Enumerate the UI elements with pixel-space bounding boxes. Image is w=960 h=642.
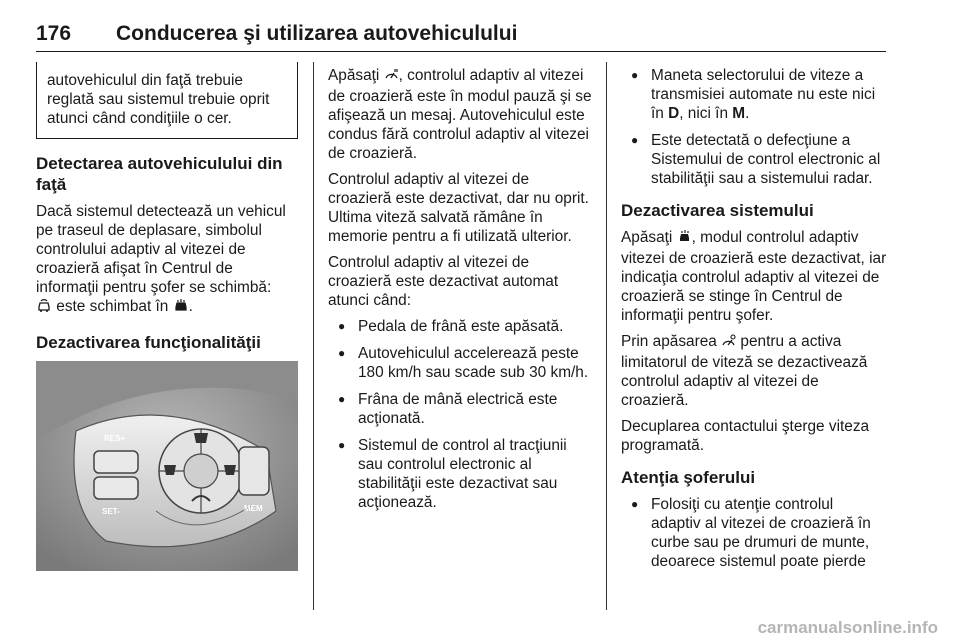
section-heading-detection: Detectarea autovehiculului din faţă bbox=[36, 154, 283, 194]
figure-label-set: SET- bbox=[102, 507, 120, 516]
detection-symbol-end: . bbox=[188, 298, 193, 315]
page-header bbox=[36, 16, 886, 52]
acc-car-detected-icon bbox=[173, 298, 189, 318]
page-number: 176 bbox=[36, 22, 72, 45]
page-title: Conducerea şi utilizarea autovehiculului bbox=[116, 22, 518, 45]
detection-text: Dacă sistemul detectează un vehicul pe traseul de deplasare, simbolul controlului adaptiv al vitezei de croazieră afişat în Centrul de informaţii pentru şofer se schimbă: bbox=[36, 203, 286, 296]
pause-text-post: , controlul adaptiv al vitezei de croazieră este în modul pauză şi se afişează un mesaj. Autovehiculul este condus fără controlul adaptiv al vitezei de croazieră. bbox=[328, 67, 592, 162]
system-off-paragraph: Apăsaţi , modul controlul adaptiv vitezei de croazieră este dezactivat, iar indicaţia controlul adaptiv al vitezei de croazieră se stinge în Centrul de informaţii pentru şofer. bbox=[621, 229, 887, 324]
list-item: ● Maneta selectorului de viteze a transmisiei automate nu este nici în D, nici în M. bbox=[621, 66, 887, 123]
limiter-paragraph: Prin apăsarea pentru a activa limitatorul de viteză se dezactivează controlul adaptiv al vitezei de croazieră. bbox=[621, 333, 868, 409]
auto-deactivation-list bbox=[328, 317, 592, 512]
figure-label-res: RES+ bbox=[104, 434, 126, 443]
deactivated-paragraph: Controlul adaptiv al vitezei de croazieră este dezactivat, dar nu oprit. Ultima viteză salvată rămâne în memorie pentru a fi utilizată ulterior. bbox=[328, 171, 589, 245]
pause-paragraph bbox=[328, 66, 592, 163]
watermark: carmanualsonline.info bbox=[757, 618, 938, 637]
list-item: ● Este detectată o defecţiune a Sistemului de control electronic al stabilităţii sau a sistemului radar. bbox=[621, 131, 887, 188]
list-item: ● Sistemul de control al tracţiunii sau controlul electronic al stabilităţii este dezactivat sau acţionează. bbox=[328, 436, 592, 512]
list-item: ● Pedala de frână este apăsată. bbox=[328, 317, 592, 336]
auto-deactivation-list-continued bbox=[621, 66, 887, 188]
acc-off-icon bbox=[677, 230, 692, 249]
auto-deactivation-paragraph: Controlul adaptiv al vitezei de croazieră este dezactivat automat atunci când: bbox=[328, 254, 559, 309]
list-item: ● Frâna de mână electrică este acţionată. bbox=[328, 390, 592, 428]
middle-column bbox=[328, 66, 592, 520]
column-divider-2 bbox=[606, 62, 607, 610]
figure-label-mem: MEM bbox=[244, 504, 263, 513]
list-item: ● Folosiţi cu atenţie controlul adaptiv al vitezei de croazieră în curbe sau pe drumuri de munte, deoarece sistemul poate pierde bbox=[621, 495, 887, 571]
detection-symbol-text: este schimbat în bbox=[52, 298, 173, 315]
steering-wheel-controls-figure bbox=[36, 361, 298, 571]
column-divider-1 bbox=[313, 62, 314, 610]
right-column bbox=[621, 66, 887, 579]
pause-text-pre: Apăsaţi bbox=[328, 67, 384, 84]
section-heading-system-off: Dezactivarea sistemului bbox=[621, 201, 814, 220]
driver-attention-list bbox=[621, 495, 887, 571]
speed-limiter-icon bbox=[721, 334, 736, 353]
detection-paragraph bbox=[36, 202, 298, 318]
acc-car-icon bbox=[36, 298, 52, 318]
list-item: ● Autovehiculul accelerează peste 180 km/h sau scade sub 30 km/h. bbox=[328, 344, 592, 382]
section-heading-driver-attention: Atenţia şoferului bbox=[621, 468, 756, 487]
pause-button-icon bbox=[384, 68, 399, 87]
section-heading-deactivation: Dezactivarea funcţionalităţii bbox=[36, 333, 261, 352]
note-text: autovehiculul din faţă trebuie reglată sau sistemul trebuie oprit atunci când condiţiile o cer. bbox=[47, 72, 270, 127]
left-column bbox=[36, 62, 298, 571]
ignition-paragraph: Decuplarea contactului şterge viteza programată. bbox=[621, 418, 870, 454]
note-box bbox=[36, 62, 298, 139]
